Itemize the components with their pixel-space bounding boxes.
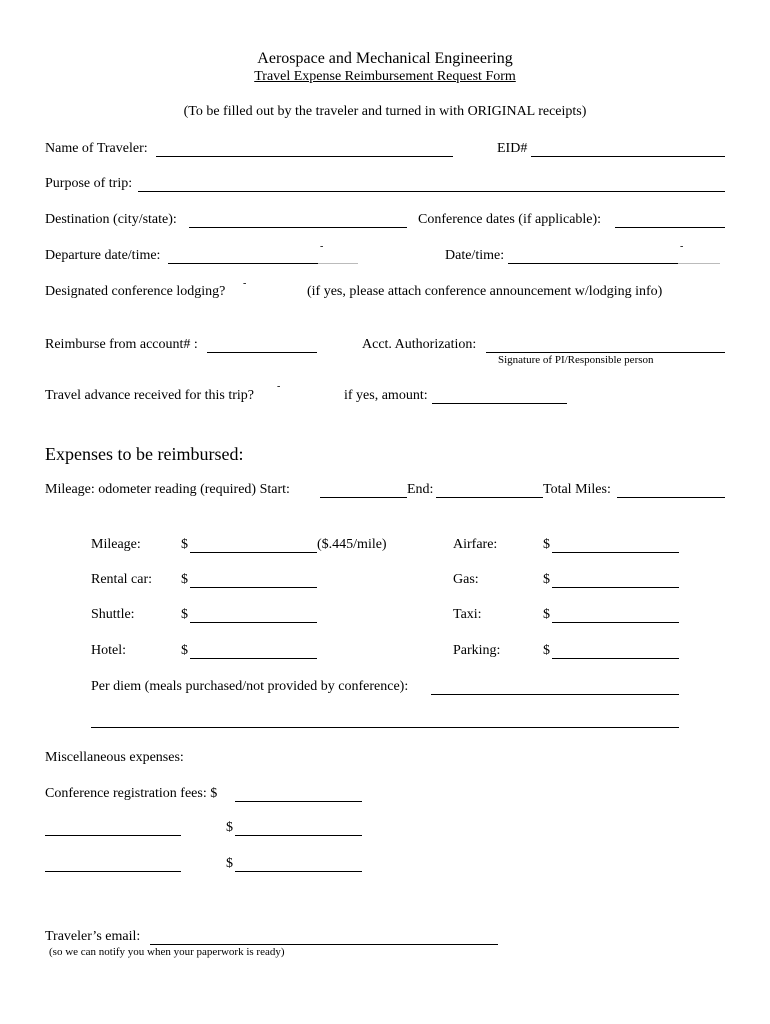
form-subtitle: Travel Expense Reimbursement Request Form <box>254 69 516 84</box>
hotel-dollar-sign: $ <box>181 643 188 658</box>
authorization-signature-field[interactable] <box>486 337 725 353</box>
advance-amount-label: if yes, amount: <box>344 388 428 403</box>
departure-dropdown-line <box>318 263 358 264</box>
mileage-dollar-sign: $ <box>181 537 188 552</box>
travel-advance-label: Travel advance received for this trip? <box>45 388 255 403</box>
misc-item-2-name-field[interactable] <box>45 856 181 872</box>
departure-label: Departure date/time: <box>45 248 161 263</box>
taxi-amount-field[interactable] <box>552 607 679 623</box>
gas-dollar-sign: $ <box>543 572 550 587</box>
taxi-label: Taxi: <box>453 607 482 622</box>
destination-field[interactable] <box>189 212 407 228</box>
email-note: (so we can notify you when your paperwork is ready) <box>49 946 285 958</box>
lodging-note: (if yes, please attach conference announcement w/lodging info) <box>307 284 663 299</box>
misc-item-1-name-field[interactable] <box>45 820 181 836</box>
registration-fees-label: Conference registration fees: $ <box>45 786 218 801</box>
odometer-start-field[interactable] <box>320 482 407 498</box>
misc-item-2-dollar-sign: $ <box>226 856 233 871</box>
rental-car-dollar-sign: $ <box>181 572 188 587</box>
conference-dates-label: Conference dates (if applicable): <box>418 212 602 227</box>
eid-label: EID# <box>497 141 528 156</box>
mileage-item-label: Mileage: <box>91 537 141 552</box>
date-time-label: Date/time: <box>445 248 505 263</box>
registration-fees-field[interactable] <box>235 786 362 802</box>
purpose-field[interactable] <box>138 176 725 192</box>
purpose-label: Purpose of trip: <box>45 176 133 191</box>
misc-item-2-amount-field[interactable] <box>235 856 362 872</box>
shuttle-amount-field[interactable] <box>190 607 317 623</box>
airfare-dollar-sign: $ <box>543 537 550 552</box>
total-miles-label: Total Miles: <box>543 482 611 497</box>
eid-field[interactable] <box>531 141 725 157</box>
conference-dates-field[interactable] <box>615 212 725 228</box>
gas-label: Gas: <box>453 572 479 587</box>
gas-amount-field[interactable] <box>552 572 679 588</box>
parking-dollar-sign: $ <box>543 643 550 658</box>
taxi-dollar-sign: $ <box>543 607 550 622</box>
shuttle-label: Shuttle: <box>91 607 135 622</box>
rental-car-amount-field[interactable] <box>190 572 317 588</box>
parking-amount-field[interactable] <box>552 643 679 659</box>
reimburse-account-field[interactable] <box>207 337 317 353</box>
odometer-label: Mileage: odometer reading (required) Start: <box>45 482 290 497</box>
mileage-rate-note: ($.445/mile) <box>317 537 387 552</box>
lodging-label: Designated conference lodging? <box>45 284 226 299</box>
rental-car-label: Rental car: <box>91 572 153 587</box>
expenses-heading: Expenses to be reimbursed: <box>45 444 244 464</box>
total-miles-field[interactable] <box>617 482 725 498</box>
airfare-amount-field[interactable] <box>552 537 679 553</box>
date-time-field[interactable] <box>508 248 678 264</box>
odometer-end-field[interactable] <box>436 482 543 498</box>
per-diem-field[interactable] <box>431 679 679 695</box>
date-time-dropdown-line <box>678 263 720 264</box>
traveler-email-label: Traveler’s email: <box>45 929 141 944</box>
form-instructions: (To be filled out by the traveler and turned in with ORIGINAL receipts) <box>183 104 587 119</box>
hotel-label: Hotel: <box>91 643 126 658</box>
authorization-label: Acct. Authorization: <box>362 337 477 352</box>
airfare-label: Airfare: <box>453 537 498 552</box>
advance-amount-field[interactable] <box>432 388 567 404</box>
per-diem-continuation-field[interactable] <box>91 712 679 728</box>
date-time-dropdown-marker[interactable]: - <box>680 241 684 252</box>
shuttle-dollar-sign: $ <box>181 607 188 622</box>
lodging-dropdown-marker[interactable]: - <box>243 278 247 289</box>
destination-label: Destination (city/state): <box>45 212 177 227</box>
parking-label: Parking: <box>453 643 501 658</box>
odometer-end-label: End: <box>407 482 434 497</box>
travel-advance-dropdown-marker[interactable]: - <box>277 381 281 392</box>
misc-item-1-dollar-sign: $ <box>226 820 233 835</box>
reimburse-account-label: Reimburse from account# : <box>45 337 198 352</box>
name-label: Name of Traveler: <box>45 141 148 156</box>
hotel-amount-field[interactable] <box>190 643 317 659</box>
misc-expenses-label: Miscellaneous expenses: <box>45 750 184 765</box>
misc-item-1-amount-field[interactable] <box>235 820 362 836</box>
mileage-amount-field[interactable] <box>190 537 317 553</box>
authorization-caption: Signature of PI/Responsible person <box>498 354 654 366</box>
traveler-email-field[interactable] <box>150 929 498 945</box>
per-diem-label: Per diem (meals purchased/not provided by conference): <box>91 679 409 694</box>
departure-dropdown-marker[interactable]: - <box>320 241 324 252</box>
departure-field[interactable] <box>168 248 318 264</box>
form-title: Aerospace and Mechanical Engineering <box>257 50 513 67</box>
name-field[interactable] <box>156 141 453 157</box>
